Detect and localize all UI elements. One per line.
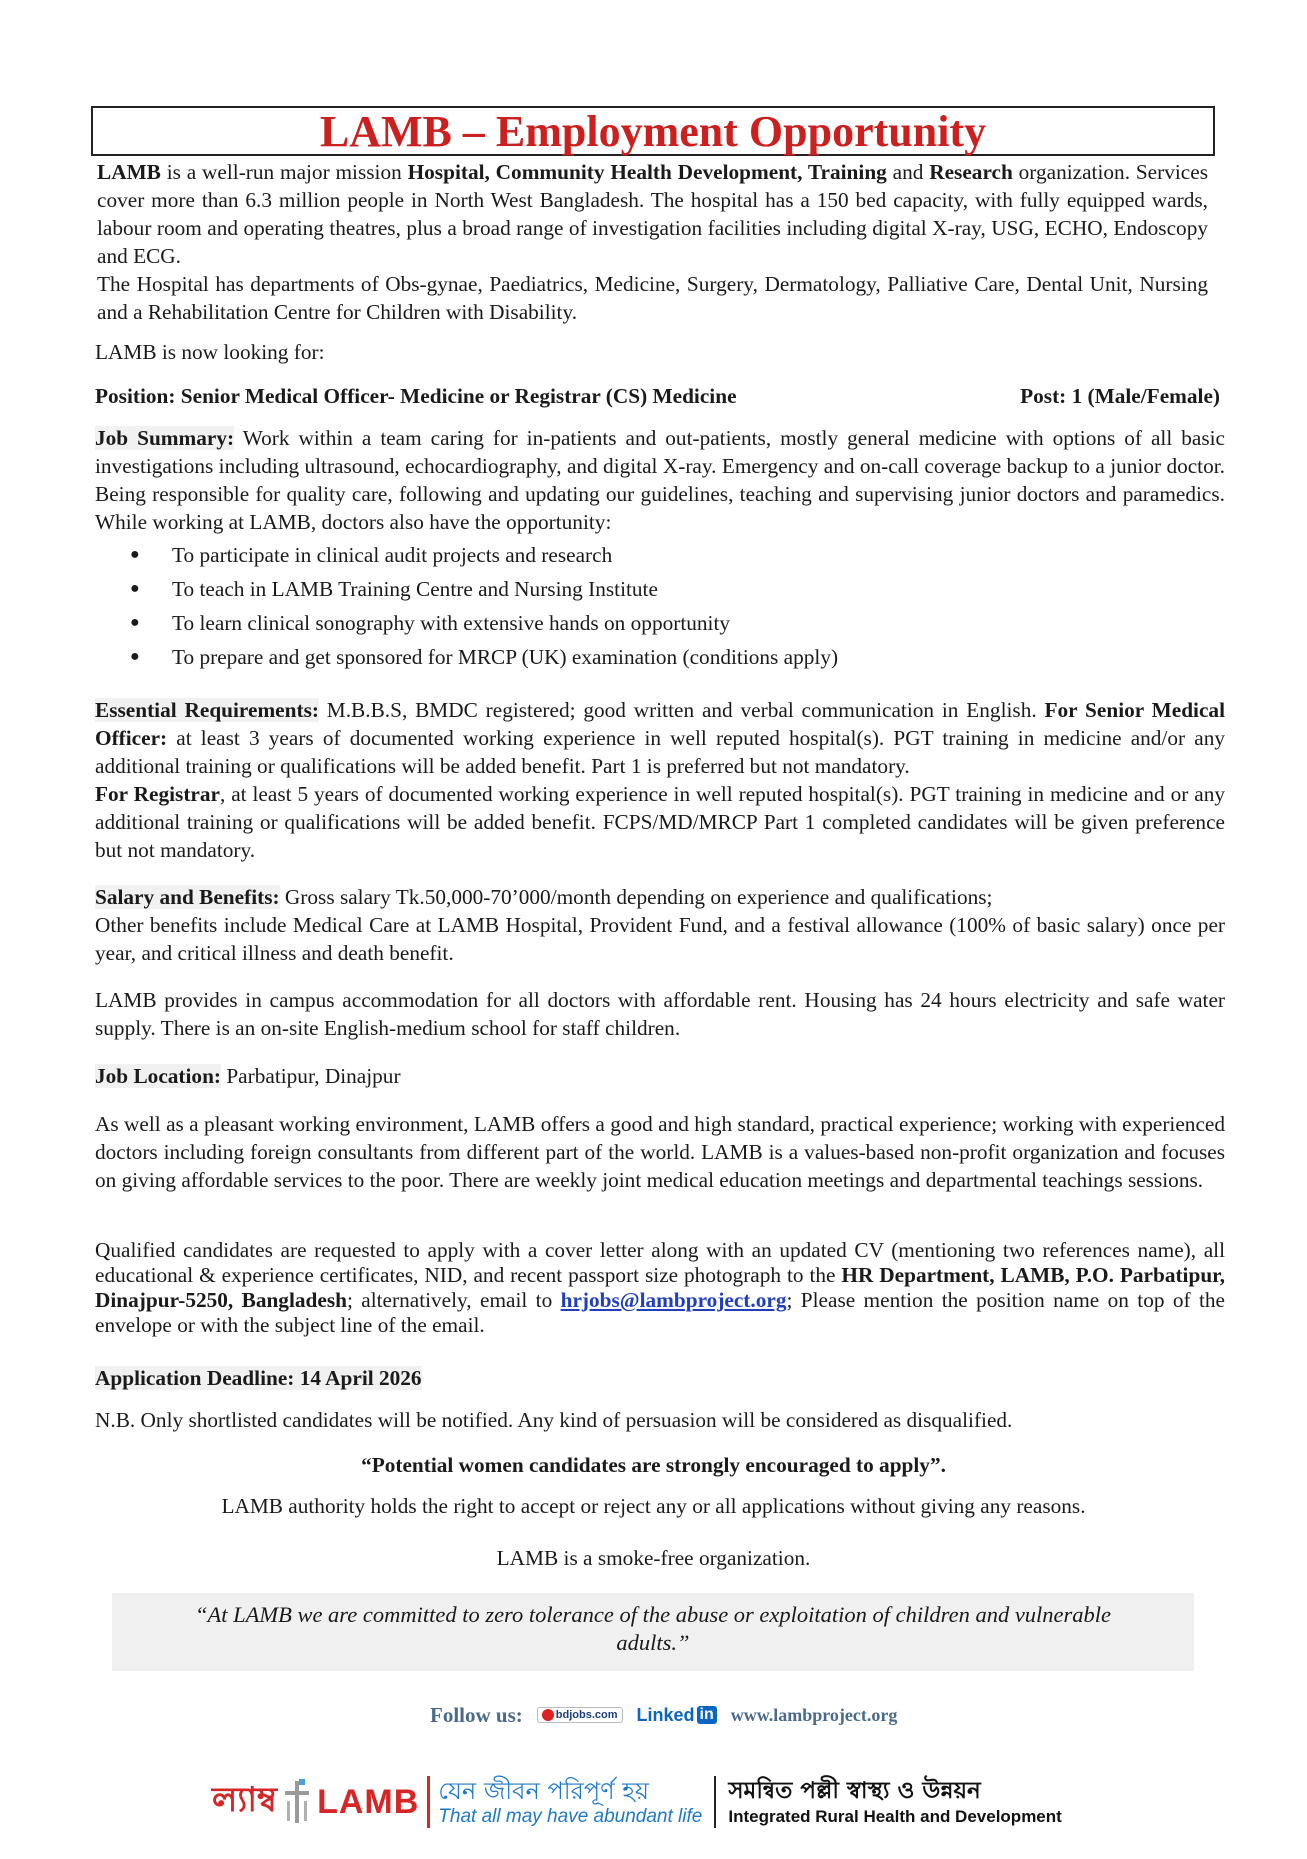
bullet-icon: ●: [130, 580, 140, 597]
page-title: LAMB – Employment Opportunity: [319, 107, 987, 156]
email-link[interactable]: hrjobs@lambproject.org: [560, 1288, 787, 1312]
list-item: ● To teach in LAMB Training Centre and Nursing Institute: [130, 572, 838, 606]
location-label: Job Location:: [95, 1064, 222, 1088]
intro-and: and: [886, 160, 930, 184]
org-name-english: Integrated Rural Health and Development: [728, 1807, 1062, 1826]
tagline-bangla: যেন জীবন পরিপূর্ণ হয়: [438, 1777, 650, 1805]
bdjobs-icon: [542, 1709, 554, 1721]
lamb-english-logo: LAMB: [317, 1782, 420, 1821]
job-summary: [95, 424, 1225, 536]
apply-paragraph: [95, 1238, 1225, 1338]
quote-text: “At LAMB we are committed to zero tolerance of the abuse or exploitation of children and vulnerable adults.”: [194, 1602, 1112, 1655]
follow-label: Follow us:: [430, 1702, 523, 1727]
intro-lamb: LAMB: [97, 160, 161, 184]
position-title: Position: Senior Medical Officer- Medicine or Registrar (CS) Medicine: [95, 384, 737, 408]
requirements-label: Essential Requirements:: [95, 698, 319, 722]
smoke-free-notice: LAMB is a smoke-free organization.: [496, 1546, 811, 1570]
website-link[interactable]: www.lambproject.org: [730, 1704, 898, 1725]
linkedin-link[interactable]: Linked in: [637, 1705, 717, 1726]
footer-divider: [714, 1776, 716, 1828]
salary-text: Gross salary Tk.50,000-70’000/month depending on experience and qualifications;: [279, 885, 993, 909]
benefits-text: Other benefits include Medical Care at LAMB Hospital, Provident Fund, and a festival allowance (100% of basic salary) once per year, and critical illness and death benefit.: [95, 913, 1225, 965]
intro-paragraph: [97, 158, 1208, 270]
smo-label: For Senior Medical Officer:: [95, 698, 1225, 750]
women-encouraged: “Potential women candidates are strongly encouraged to apply”.: [361, 1453, 946, 1477]
organisation-name: [728, 1776, 1061, 1828]
salary-label: Salary and Benefits:: [95, 885, 280, 909]
list-item: ● To learn clinical sonography with extensive hands on opportunity: [130, 606, 838, 640]
nb-notice: N.B. Only shortlisted candidates will be notified. Any kind of persuasion will be considered as disqualified.: [95, 1408, 1013, 1432]
footer-divider: [427, 1776, 430, 1828]
departments-paragraph: The Hospital has departments of Obs-gynae, Paediatrics, Medicine, Surgery, Dermatology, Palliative Care, Dental Unit, Nursing and a Rehabilitation Centre for Children with Disability.: [97, 272, 1208, 324]
post-count: Post: 1 (Male/Female): [1020, 384, 1220, 408]
tagline: [438, 1776, 702, 1828]
job-summary-label: Job Summary:: [95, 426, 235, 450]
footer-logo-banner: [212, 1772, 1062, 1832]
intro-text-1: is a well-run major mission: [160, 160, 408, 184]
bullet-icon: ●: [130, 614, 140, 631]
bullet-icon: ●: [130, 546, 140, 563]
location-value: Parbatipur, Dinajpur: [221, 1064, 401, 1088]
linkedin-icon: in: [697, 1706, 717, 1724]
follow-us-bar: [430, 1700, 897, 1730]
application-deadline: Application Deadline: 14 April 2026: [95, 1366, 422, 1390]
apply-text-1: Qualified candidates are requested to apply with a cover letter along with an updated CV (mentioning two references name), all educational & experience certificates, NID, and recent passport size photograph to the: [95, 1238, 1225, 1287]
intro-services: Hospital, Community Health Development, Training: [407, 160, 887, 184]
registrar-text: , at least 5 years of documented working experience in well reputed hospital(s). PGT training in medicine and or any additional training or qualifications will be added benefit. FCPS/MD/MRCP Part 1 completed candidates will be given preference but not mandatory.: [95, 782, 1225, 862]
title-box: [91, 106, 1215, 156]
smo-text: at least 3 years of documented working experience in well reputed hospital(s). PGT training in medicine and/or any additional training or qualifications will be added benefit. Part 1 is preferred but not mandatory.: [95, 726, 1225, 778]
hr-address: HR Department, LAMB, P.O. Parbatipur, Dinajpur-5250, Bangladesh: [95, 1263, 1225, 1312]
job-summary-text: Work within a team caring for in-patients and out-patients, mostly general medicine with options of all basic investigations including ultrasound, echocardiography, and digital X-ray. Emergency and on-call coverage backup to a junior doctor. Being responsible for quality care, following and updating our guidelines, teaching and supervising junior doctors and paramedics. While working at LAMB, doctors also have the opportunity:: [95, 426, 1225, 534]
intro-text-2: organization. Services cover more than 6.3 million people in North West Bangladesh. The hospital has a 150 bed capacity, with fully equipped wards, labour room and operating theatres, plus a broad range of investigation facilities including digital X-ray, USG, ECHO, Endoscopy and ECG.: [97, 160, 1208, 268]
org-name-bangla: সমন্বিত পল্লী স্বাস্থ্য ও উন্নয়ন: [728, 1778, 981, 1804]
tagline-english: That all may have abundant life: [438, 1806, 703, 1827]
apply-text-3: ; Please mention the position name on top of the envelope or with the subject line of the email.: [95, 1288, 1225, 1337]
lamb-bangla-logo: ল্যাম্ব: [212, 1779, 278, 1820]
intro-research: Research: [929, 160, 1013, 184]
lamb-cross-icon: [283, 1779, 311, 1825]
list-item: ● To prepare and get sponsored for MRCP (UK) examination (conditions apply): [130, 640, 838, 674]
safeguarding-quote: [112, 1593, 1194, 1671]
salary-benefits: [95, 883, 1225, 967]
list-item: ● To participate in clinical audit projects and research: [130, 538, 838, 572]
bdjobs-link[interactable]: bdjobs.com: [537, 1707, 623, 1723]
looking-for: LAMB is now looking for:: [95, 340, 325, 364]
apply-text-2: ; alternatively, email to: [346, 1288, 561, 1312]
registrar-label: For Registrar: [95, 782, 220, 806]
opportunity-list: [130, 538, 838, 674]
accommodation-paragraph: LAMB provides in campus accommodation for all doctors with affordable rent. Housing has 24 hours electricity and safe water supply. There is an on-site English-medium school for staff children.: [95, 988, 1225, 1040]
essential-requirements: [95, 696, 1225, 864]
requirements-text: M.B.B.S, BMDC registered; good written and verbal communication in English.: [318, 698, 1045, 722]
job-location: [95, 1062, 1225, 1090]
bullet-icon: ●: [130, 648, 140, 665]
authority-notice: LAMB authority holds the right to accept or reject any or all applications without giving any reasons.: [221, 1494, 1086, 1518]
environment-paragraph: As well as a pleasant working environment, LAMB offers a good and high standard, practical experience; working with experienced doctors including foreign consultants from different part of the world. LAMB is a values-based non-profit organization and focuses on giving affordable services to the poor. There are weekly joint medical education meetings and departmental teachings sessions.: [95, 1112, 1225, 1192]
